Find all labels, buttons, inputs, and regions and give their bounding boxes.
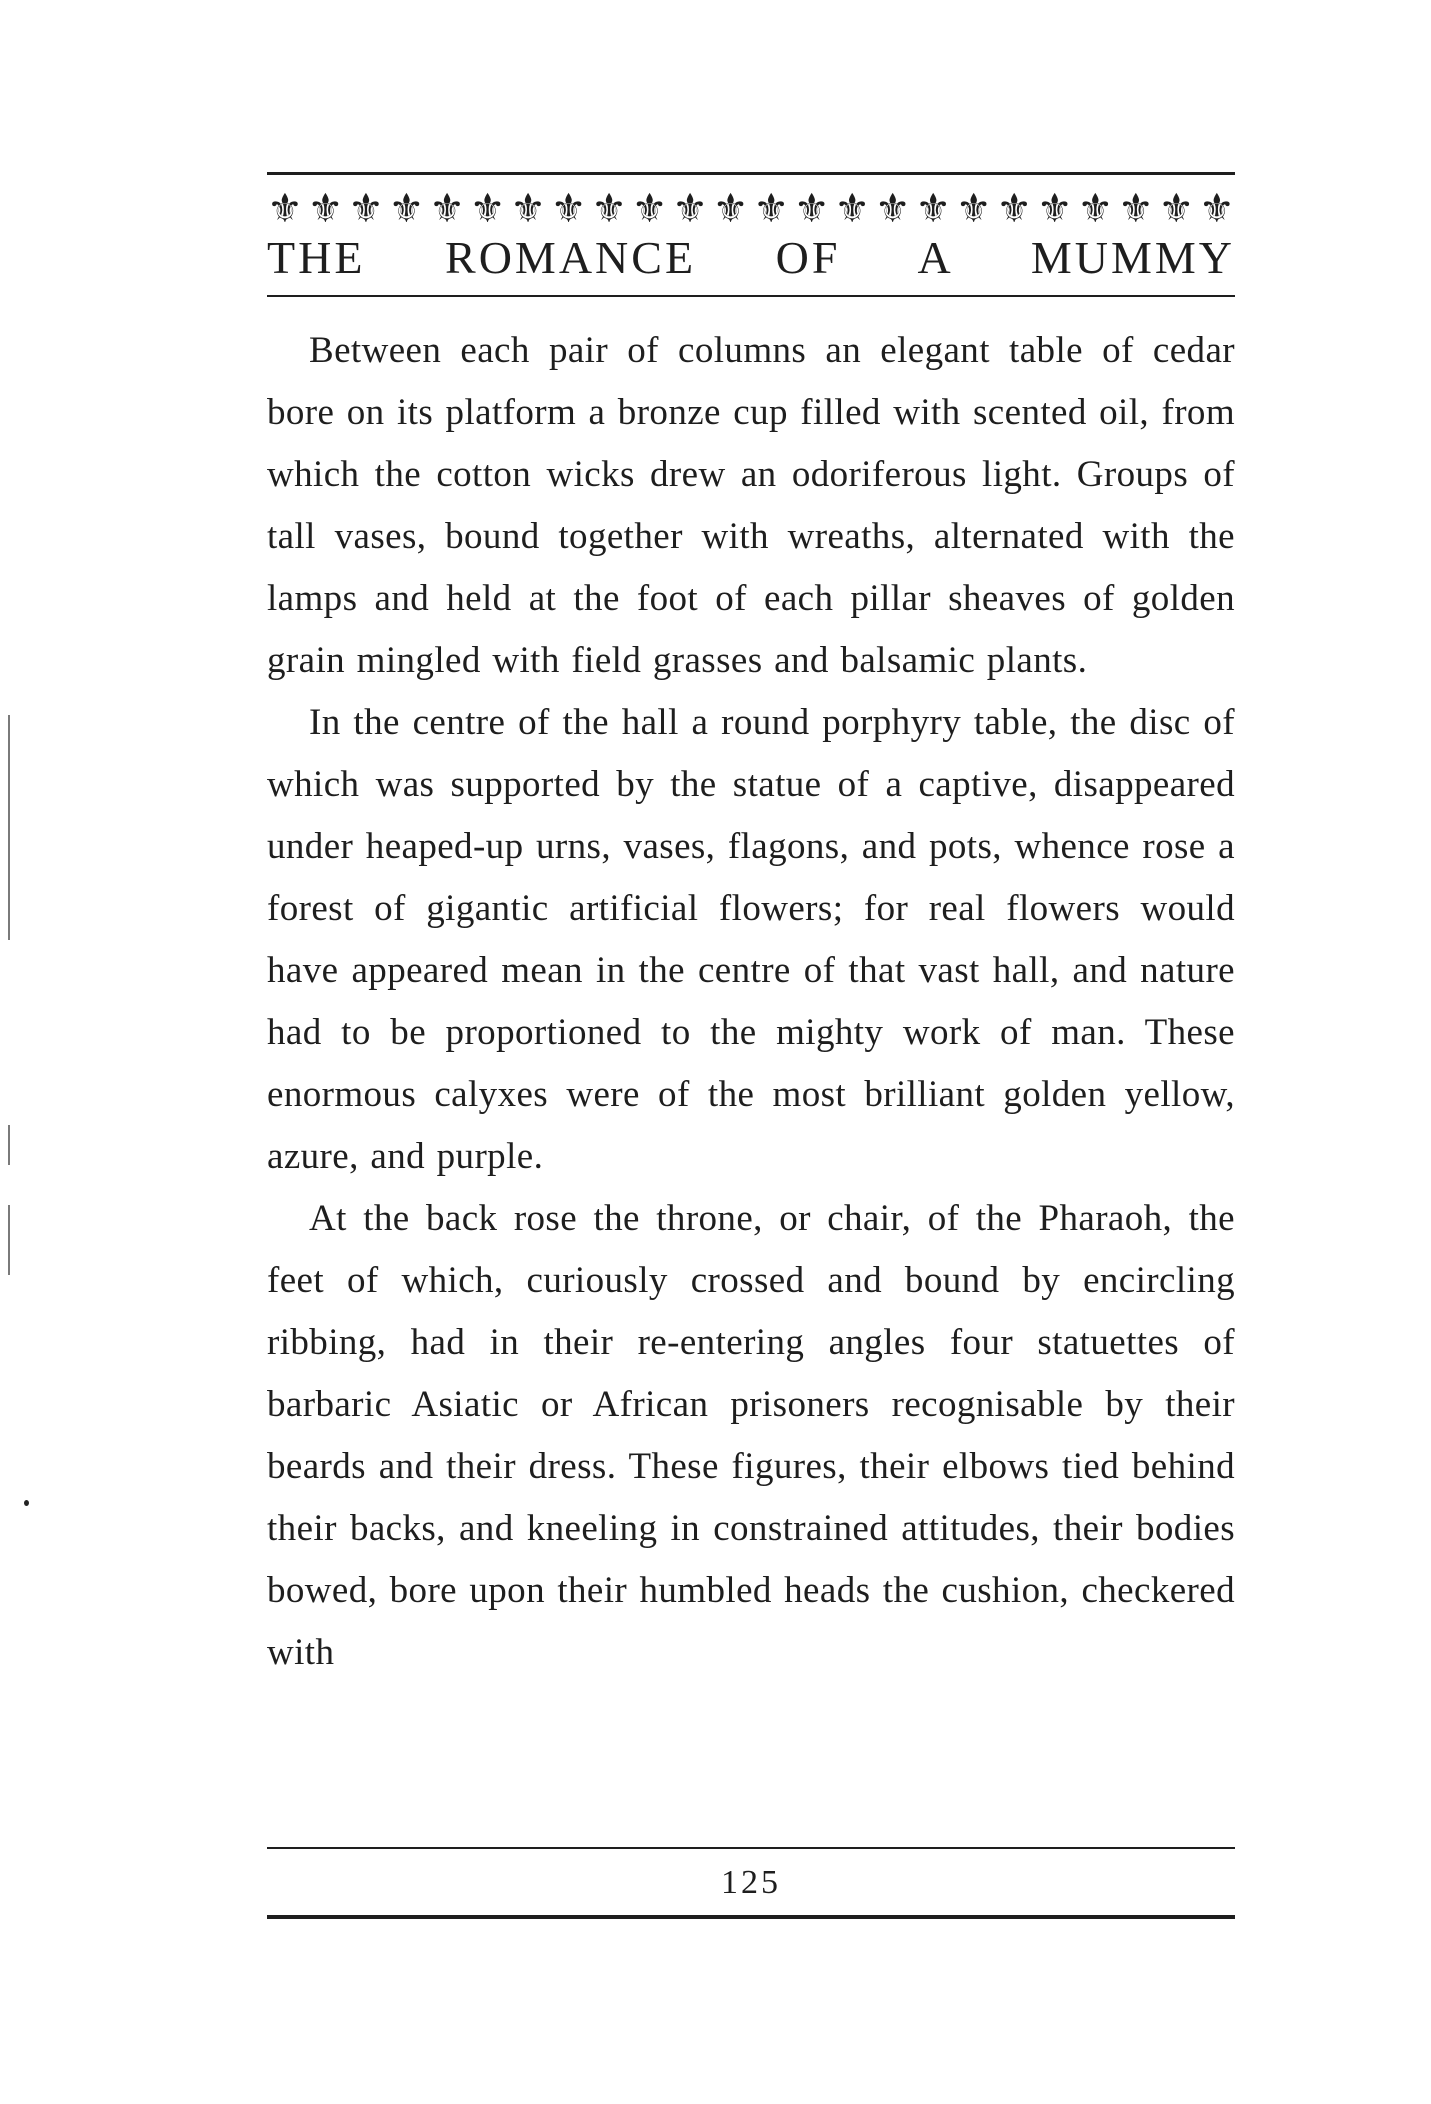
fleur-de-lis-icon: ⚜ <box>1036 186 1073 231</box>
footer-bottom-rule <box>267 1915 1235 1919</box>
scan-margin-mark <box>8 1125 10 1165</box>
fleur-de-lis-icon: ⚜ <box>591 186 627 231</box>
fleur-de-lis-icon: ⚜ <box>510 186 546 231</box>
fleur-de-lis-icon: ⚜ <box>672 186 709 231</box>
scan-speck <box>24 1500 29 1506</box>
fleur-de-lis-icon: ⚜ <box>388 186 425 231</box>
header-top-rule <box>267 172 1235 175</box>
footer-top-rule <box>267 1847 1235 1849</box>
fleur-de-lis-icon: ⚜ <box>469 186 506 231</box>
fleur-de-lis-icon: ⚜ <box>1198 186 1235 231</box>
fleur-de-lis-icon: ⚜ <box>712 186 749 231</box>
header-bottom-rule <box>267 295 1235 297</box>
scan-margin-mark <box>8 715 10 940</box>
page-number: 125 <box>721 1864 781 1901</box>
fleur-de-lis-icon: ⚜ <box>915 186 952 231</box>
fleur-de-lis-icon: ⚜ <box>793 186 830 231</box>
fleur-de-lis-icon: ⚜ <box>1158 186 1195 231</box>
fleur-de-lis-icon: ⚜ <box>631 186 668 231</box>
paragraph: In the centre of the hall a round porphyry table, the disc of which was supported by the statue of a captive, disappeared under heaped-up urns, vases, flagons, and pots, whence rose a forest of gigantic artificial flowers; for real flowers would have appeared mean in the centre of that vast hall, and nature had to be proportioned to the mighty work of man. These enormous calyxes were of the most brilliant golden yellow, azure, and purple. <box>267 702 1235 1177</box>
fleur-de-lis-icon: ⚜ <box>429 186 465 231</box>
body-text <box>267 320 1235 1684</box>
fleur-de-lis-icon: ⚜ <box>307 186 344 231</box>
fleur-de-lis-icon: ⚜ <box>996 186 1033 231</box>
fleur-de-lis-icon: ⚜ <box>1117 186 1154 231</box>
fleur-de-lis-ornament-band <box>267 187 1235 231</box>
fleur-de-lis-icon: ⚜ <box>1077 186 1114 231</box>
fleur-de-lis-icon: ⚜ <box>550 186 587 231</box>
fleur-de-lis-icon: ⚜ <box>955 186 992 231</box>
fleur-de-lis-icon: ⚜ <box>267 186 303 231</box>
scan-margin-mark <box>8 1205 10 1275</box>
fleur-de-lis-icon: ⚜ <box>874 186 911 231</box>
fleur-de-lis-icon: ⚜ <box>834 186 871 231</box>
paragraph: At the back rose the throne, or chair, of the Pharaoh, the feet of which, curiously crossed and bound by encircling ribbing, had in their re-entering angles four statuettes of barbaric Asiatic or African prisoners recognisable by their beards and their dress. These figures, their elbows tied behind their backs, and kneeling in constrained attitudes, their bodies bowed, bore upon their humbled heads the cushion, checkered with <box>267 1198 1235 1673</box>
page-header <box>267 172 1235 297</box>
page-footer <box>267 1847 1235 1919</box>
running-head-title: THE ROMANCE OF A MUMMY <box>267 232 1235 283</box>
fleur-de-lis-icon: ⚜ <box>753 186 790 231</box>
fleur-de-lis-icon: ⚜ <box>348 186 384 231</box>
paragraph: Between each pair of columns an elegant table of cedar bore on its platform a bronze cup filled with scented oil, from which the cotton wicks drew an odoriferous light. Groups of tall vases, bound together with wreaths, alternated with the lamps and held at the foot of each pillar sheaves of golden grain mingled with field grasses and balsamic plants. <box>267 330 1235 681</box>
